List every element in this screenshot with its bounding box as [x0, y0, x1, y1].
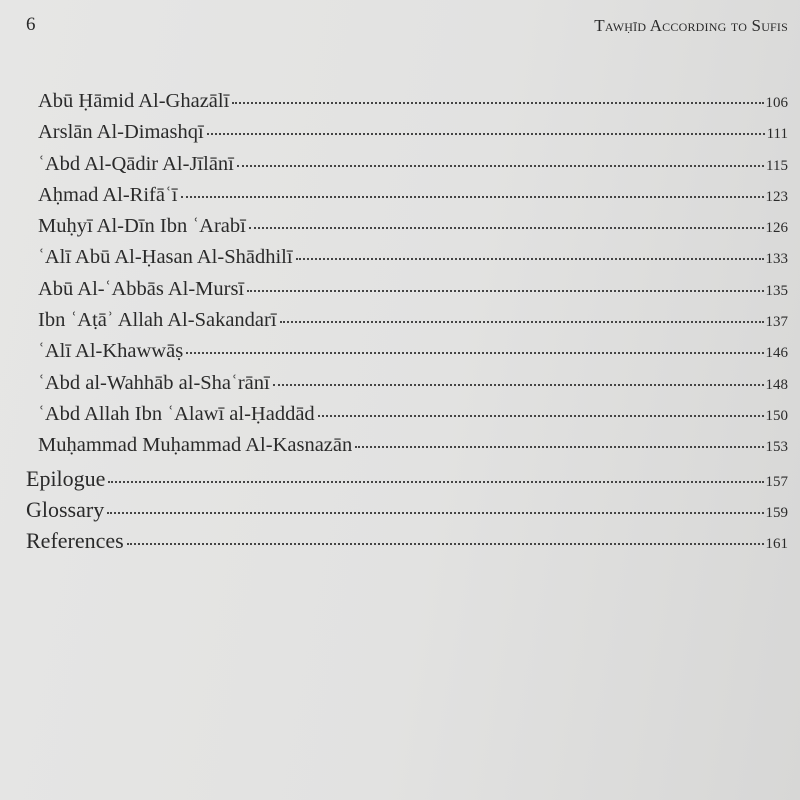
toc-entry-label: ʿAbd Al-Qādir Al-Jīlānī: [38, 152, 234, 175]
toc-entry-label: ʿAbd al-Wahhāb al-Shaʿrānī: [38, 371, 270, 394]
dot-leader: [186, 352, 763, 354]
dot-leader: [296, 258, 764, 260]
toc-entry-label: Muḥammad Muḥammad Al-Kasnazān: [38, 434, 353, 457]
dot-leader: [318, 415, 764, 417]
toc-entry-label: ʿAlī Abū Al-Ḥasan Al-Shādhilī: [38, 246, 293, 269]
toc-entry-label: Abū Al-ʿAbbās Al-Mursī: [38, 277, 245, 300]
toc-entry[interactable]: [0, 215, 800, 246]
dot-leader: [355, 446, 763, 448]
toc-entry[interactable]: [0, 309, 800, 340]
toc-entry[interactable]: [0, 340, 800, 371]
toc-entry-label: Epilogue: [26, 465, 106, 491]
dot-leader: [107, 512, 763, 514]
toc-entry-page: 137: [765, 314, 788, 331]
toc-entry-page: 148: [765, 376, 788, 393]
toc-entry-label: Ibn ʿAṭāʾ Allah Al-Sakandarī: [38, 309, 277, 332]
toc-entry[interactable]: [0, 246, 800, 277]
toc-entry[interactable]: [0, 153, 800, 184]
toc-entry[interactable]: [0, 466, 800, 497]
toc-entry-page: 161: [765, 536, 788, 553]
toc-entry[interactable]: [0, 121, 800, 152]
toc-entry[interactable]: [0, 278, 800, 309]
dot-leader: [280, 321, 764, 323]
toc-entry-label: References: [26, 528, 124, 554]
dot-leader: [237, 165, 764, 167]
toc-entry[interactable]: [0, 90, 800, 121]
toc-entry-label: Aḥmad Al-Rifāʿī: [38, 183, 178, 206]
toc-entry-page: 150: [765, 407, 788, 424]
toc-entry[interactable]: [0, 372, 800, 403]
toc-entry-label: Abū Ḥāmid Al-Ghazālī: [38, 90, 230, 112]
toc-entry-page: 157: [765, 473, 788, 490]
running-title: Tawḥīd According to Sufis: [594, 16, 788, 35]
toc-entry-page: 115: [766, 157, 788, 174]
toc-entry-label: Glossary: [26, 496, 105, 522]
dot-leader: [249, 227, 764, 229]
toc-entry[interactable]: [0, 434, 800, 465]
toc-entry-page: 126: [765, 220, 788, 237]
page-number: 6: [26, 14, 36, 35]
dot-leader: [207, 133, 765, 135]
toc-entry-page: 133: [765, 251, 788, 268]
toc-entry-label: Arslān Al-Dimashqī: [38, 121, 204, 144]
toc-entry[interactable]: [0, 403, 800, 434]
toc-entry-page: 159: [765, 504, 788, 521]
toc-entry[interactable]: [0, 184, 800, 215]
dot-leader: [247, 290, 763, 292]
table-of-contents: [0, 90, 800, 559]
dot-leader: [127, 543, 764, 545]
toc-entry-page: 106: [765, 95, 788, 111]
toc-entry-page: 123: [765, 188, 788, 205]
dot-leader: [232, 102, 763, 104]
dot-leader: [108, 481, 763, 483]
toc-entry-page: 111: [766, 126, 788, 143]
toc-entry-label: Muḥyī Al-Dīn Ibn ʿArabī: [38, 215, 246, 238]
toc-entry-label: ʿAlī Al-Khawwāṣ: [38, 340, 184, 363]
toc-entry-page: 153: [765, 439, 788, 456]
toc-entry-label: ʿAbd Allah Ibn ʿAlawī al-Ḥaddād: [38, 402, 315, 425]
dot-leader: [181, 196, 764, 198]
toc-entry-page: 135: [765, 282, 788, 299]
dot-leader: [273, 384, 764, 386]
toc-entry[interactable]: [0, 497, 800, 528]
running-header: [26, 4, 788, 34]
toc-entry[interactable]: [0, 528, 800, 559]
toc-entry-page: 146: [765, 345, 788, 362]
